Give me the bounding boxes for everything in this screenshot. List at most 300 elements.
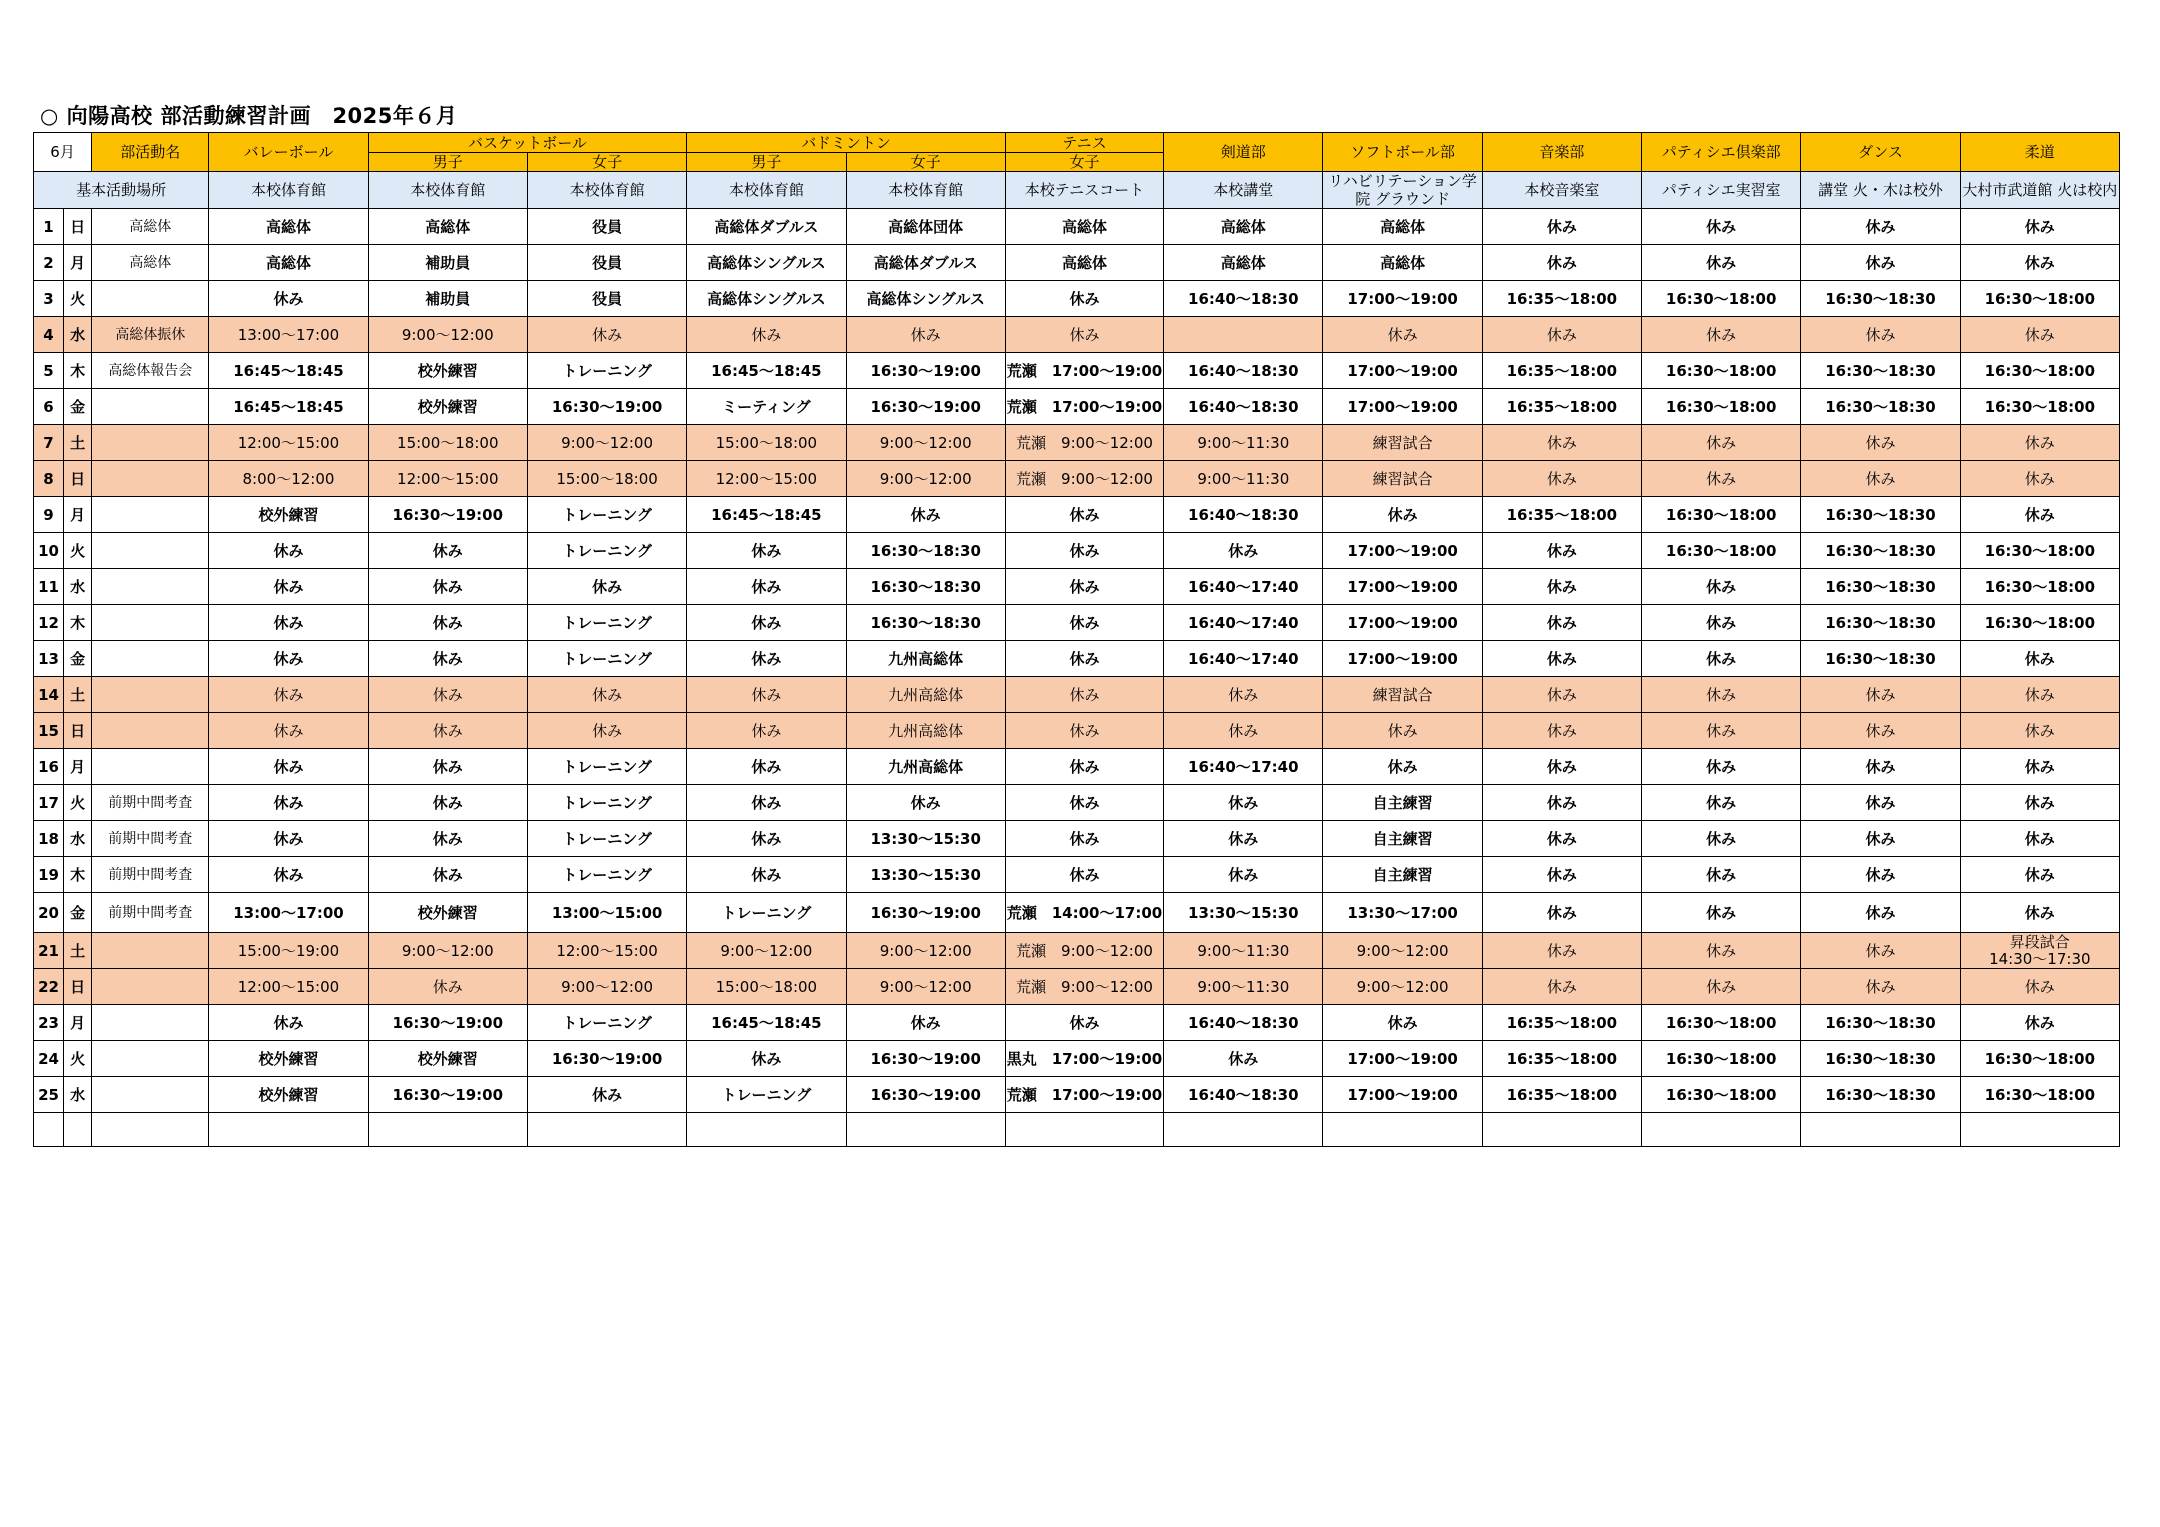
cell-basketball-boys: 休み [368,969,527,1005]
cell-kendo: 16:40～17:40 [1164,641,1323,677]
cell-dance: 休み [1801,749,1960,785]
cell-basketball-girls: 休み [527,569,686,605]
cell-badminton-girls: 13:30～15:30 [846,857,1005,893]
cell-dance: 休み [1801,461,1960,497]
cell-badminton-girls: 16:30～19:00 [846,1041,1005,1077]
cell-basketball-boys: 休み [368,533,527,569]
school-event [92,281,209,317]
cell-dance: 16:30～18:30 [1801,1005,1960,1041]
school-event [92,749,209,785]
school-event [92,641,209,677]
cell-basketball-girls: トレーニング [527,533,686,569]
cell-badminton-girls: 高総体団体 [846,209,1005,245]
schedule-row [34,1005,2120,1041]
cell-tennis: 荒瀬 17:00～19:00 [1005,353,1163,389]
cell-softball: 休み [1323,497,1482,533]
cell-patissier: 16:30～18:00 [1642,1005,1801,1041]
cell-kendo: 休み [1164,821,1323,857]
day-number: 10 [34,533,64,569]
place-badminton-girls: 本校体育館 [846,172,1005,209]
cell-kendo: 高総体 [1164,209,1323,245]
cell-judo: 休み [1960,317,2119,353]
cell-music: 休み [1482,893,1641,933]
cell-dance: 16:30～18:30 [1801,497,1960,533]
cell-basketball-boys: 校外練習 [368,893,527,933]
cell-badminton-boys: 高総体シングルス [687,281,846,317]
cell-volleyball: 休み [209,281,368,317]
blank-row [34,1113,2120,1147]
day-number: 1 [34,209,64,245]
school-event: 前期中間考査 [92,785,209,821]
cell-badminton-boys: 15:00～18:00 [687,425,846,461]
cell-patissier: 16:30～18:00 [1642,281,1801,317]
cell-tennis: 荒瀬 17:00～19:00 [1005,389,1163,425]
day-weekday: 金 [64,389,92,425]
cell-softball: 練習試合 [1323,461,1482,497]
cell-badminton-girls: 16:30～18:30 [846,605,1005,641]
day-weekday: 水 [64,317,92,353]
day-number: 14 [34,677,64,713]
cell-music: 休み [1482,209,1641,245]
cell-tennis: 高総体 [1005,209,1163,245]
cell-patissier: 16:30～18:00 [1642,353,1801,389]
blank-cell [1801,1113,1960,1147]
cell-basketball-girls: 休み [527,677,686,713]
cell-basketball-girls: 役員 [527,281,686,317]
schedule-row [34,317,2120,353]
schedule-row [34,1041,2120,1077]
day-number: 22 [34,969,64,1005]
school-event [92,389,209,425]
schedule-row [34,461,2120,497]
cell-basketball-boys: 休み [368,605,527,641]
cell-basketball-girls: 役員 [527,209,686,245]
cell-basketball-girls: 9:00～12:00 [527,425,686,461]
cell-music: 休み [1482,461,1641,497]
school-event [92,497,209,533]
day-weekday: 木 [64,353,92,389]
schedule-row [34,713,2120,749]
cell-judo: 休み [1960,497,2119,533]
cell-volleyball: 休み [209,785,368,821]
cell-kendo: 16:40～18:30 [1164,389,1323,425]
cell-basketball-girls: 16:30～19:00 [527,1041,686,1077]
cell-basketball-boys: 補助員 [368,281,527,317]
day-number: 20 [34,893,64,933]
cell-basketball-boys: 休み [368,641,527,677]
cell-badminton-girls: 九州高総体 [846,749,1005,785]
club-music: 音楽部 [1482,133,1641,172]
cell-badminton-girls: 休み [846,317,1005,353]
cell-kendo: 9:00～11:30 [1164,933,1323,969]
cell-music: 休み [1482,533,1641,569]
cell-judo: 休み [1960,425,2119,461]
cell-volleyball: 休み [209,1005,368,1041]
blank-cell [846,1113,1005,1147]
cell-music: 16:35～18:00 [1482,1041,1641,1077]
cell-badminton-boys: 16:45～18:45 [687,497,846,533]
day-weekday: 日 [64,209,92,245]
cell-music: 休み [1482,749,1641,785]
cell-patissier: 休み [1642,857,1801,893]
cell-badminton-boys: 休み [687,857,846,893]
cell-softball: 17:00～19:00 [1323,605,1482,641]
cell-basketball-girls: トレーニング [527,857,686,893]
cell-badminton-girls: 16:30～18:30 [846,569,1005,605]
day-weekday: 水 [64,569,92,605]
cell-kendo: 休み [1164,533,1323,569]
cell-music: 休み [1482,785,1641,821]
cell-softball: 自主練習 [1323,821,1482,857]
cell-music: 休み [1482,245,1641,281]
cell-basketball-girls: トレーニング [527,353,686,389]
tennis-girls: 女子 [1005,153,1163,172]
cell-badminton-girls: 休み [846,497,1005,533]
cell-softball: 自主練習 [1323,785,1482,821]
blank-cell [368,1113,527,1147]
cell-softball: 9:00～12:00 [1323,969,1482,1005]
cell-volleyball: 休み [209,857,368,893]
day-number: 3 [34,281,64,317]
cell-volleyball: 校外練習 [209,1077,368,1113]
cell-badminton-boys: トレーニング [687,1077,846,1113]
day-number: 13 [34,641,64,677]
cell-basketball-girls: 15:00～18:00 [527,461,686,497]
cell-badminton-boys: 高総体ダブルス [687,209,846,245]
cell-dance: 休み [1801,785,1960,821]
cell-dance: 16:30～18:30 [1801,569,1960,605]
cell-basketball-boys: 休み [368,569,527,605]
cell-softball: 17:00～19:00 [1323,1041,1482,1077]
cell-kendo: 休み [1164,677,1323,713]
cell-badminton-boys: 16:45～18:45 [687,1005,846,1041]
club-kendo: 剣道部 [1164,133,1323,172]
cell-volleyball: 15:00～19:00 [209,933,368,969]
cell-badminton-boys: 休み [687,569,846,605]
day-number: 9 [34,497,64,533]
blank-cell [1642,1113,1801,1147]
cell-dance: 休み [1801,209,1960,245]
cell-kendo: 高総体 [1164,245,1323,281]
cell-badminton-girls: 九州高総体 [846,677,1005,713]
cell-tennis: 休み [1005,281,1163,317]
school-event [92,569,209,605]
cell-dance: 16:30～18:30 [1801,1077,1960,1113]
day-weekday: 月 [64,1005,92,1041]
school-event: 高総体 [92,245,209,281]
cell-judo: 休み [1960,461,2119,497]
school-event: 前期中間考査 [92,893,209,933]
header-row-clubs [34,133,2120,153]
cell-badminton-girls: 高総体ダブルス [846,245,1005,281]
cell-judo: 休み [1960,641,2119,677]
cell-badminton-girls: 高総体シングルス [846,281,1005,317]
cell-patissier: 休み [1642,933,1801,969]
schedule-row [34,1077,2120,1113]
cell-basketball-girls: 休み [527,317,686,353]
cell-volleyball: 休み [209,605,368,641]
club-patissier: パティシエ倶楽部 [1642,133,1801,172]
school-event: 高総体報告会 [92,353,209,389]
cell-volleyball: 休み [209,821,368,857]
cell-music: 休み [1482,425,1641,461]
cell-volleyball: 16:45～18:45 [209,389,368,425]
cell-patissier: 休み [1642,749,1801,785]
cell-dance: 休み [1801,933,1960,969]
club-name-label: 部活動名 [92,133,209,172]
cell-badminton-girls: 16:30～19:00 [846,893,1005,933]
cell-kendo: 9:00～11:30 [1164,425,1323,461]
cell-basketball-boys: 9:00～12:00 [368,933,527,969]
schedule-row [34,569,2120,605]
cell-basketball-girls: 休み [527,713,686,749]
cell-basketball-girls: 12:00～15:00 [527,933,686,969]
cell-patissier: 休み [1642,893,1801,933]
cell-dance: 休み [1801,677,1960,713]
school-event [92,969,209,1005]
cell-patissier: 休み [1642,245,1801,281]
page-title: ○ 向陽高校 部活動練習計画 2025年６月 [40,104,458,128]
cell-tennis: 休み [1005,569,1163,605]
cell-kendo: 16:40～18:30 [1164,353,1323,389]
day-weekday: 火 [64,281,92,317]
cell-patissier: 休み [1642,785,1801,821]
cell-judo: 休み [1960,893,2119,933]
cell-softball: 9:00～12:00 [1323,933,1482,969]
cell-volleyball: 休み [209,713,368,749]
cell-patissier: 休み [1642,425,1801,461]
blank-cell [209,1113,368,1147]
cell-music: 16:35～18:00 [1482,497,1641,533]
cell-judo: 16:30～18:00 [1960,389,2119,425]
club-tennis: テニス [1005,133,1163,153]
cell-softball: 17:00～19:00 [1323,533,1482,569]
cell-basketball-girls: 16:30～19:00 [527,389,686,425]
day-number: 17 [34,785,64,821]
cell-badminton-boys: 9:00～12:00 [687,933,846,969]
day-weekday: 土 [64,933,92,969]
cell-music: 休み [1482,857,1641,893]
school-event [92,1041,209,1077]
cell-basketball-boys: 高総体 [368,209,527,245]
cell-badminton-boys: ミーティング [687,389,846,425]
cell-badminton-boys: 15:00～18:00 [687,969,846,1005]
cell-judo: 休み [1960,1005,2119,1041]
cell-basketball-boys: 休み [368,821,527,857]
cell-volleyball: 13:00～17:00 [209,893,368,933]
cell-kendo: 16:40～18:30 [1164,497,1323,533]
school-event [92,1005,209,1041]
cell-judo: 休み [1960,677,2119,713]
day-weekday: 土 [64,677,92,713]
cell-music: 休み [1482,933,1641,969]
cell-tennis: 荒瀬 9:00～12:00 [1005,969,1163,1005]
cell-kendo: 9:00～11:30 [1164,461,1323,497]
cell-badminton-girls: 9:00～12:00 [846,969,1005,1005]
cell-badminton-boys: 休み [687,677,846,713]
cell-music: 休み [1482,641,1641,677]
cell-tennis: 休み [1005,1005,1163,1041]
cell-badminton-girls: 9:00～12:00 [846,933,1005,969]
cell-judo: 休み [1960,969,2119,1005]
day-number: 6 [34,389,64,425]
day-weekday: 月 [64,497,92,533]
cell-tennis: 休み [1005,497,1163,533]
day-number: 24 [34,1041,64,1077]
place-judo: 大村市武道館 火は校内 [1960,172,2119,209]
blank-cell [92,1113,209,1147]
cell-softball: 高総体 [1323,245,1482,281]
cell-patissier: 16:30～18:00 [1642,1041,1801,1077]
cell-tennis: 荒瀬 14:00～17:00 [1005,893,1163,933]
cell-badminton-girls: 16:30～19:00 [846,353,1005,389]
cell-basketball-boys: 休み [368,713,527,749]
cell-badminton-girls: 16:30～19:00 [846,389,1005,425]
badminton-boys: 男子 [687,153,846,172]
cell-music: 16:35～18:00 [1482,389,1641,425]
day-weekday: 水 [64,1077,92,1113]
cell-patissier: 休み [1642,821,1801,857]
cell-dance: 16:30～18:30 [1801,353,1960,389]
cell-tennis: 休み [1005,713,1163,749]
blank-cell [527,1113,686,1147]
place-basketball-boys: 本校体育館 [368,172,527,209]
day-weekday: 火 [64,1041,92,1077]
day-number: 16 [34,749,64,785]
place-basketball-girls: 本校体育館 [527,172,686,209]
badminton-girls: 女子 [846,153,1005,172]
cell-patissier: 休み [1642,461,1801,497]
place-tennis: 本校テニスコート [1005,172,1163,209]
day-weekday: 月 [64,245,92,281]
day-weekday: 日 [64,461,92,497]
cell-basketball-girls: トレーニング [527,749,686,785]
cell-basketball-girls: 9:00～12:00 [527,969,686,1005]
club-dance: ダンス [1801,133,1960,172]
cell-tennis: 黒丸 17:00～19:00 [1005,1041,1163,1077]
cell-basketball-boys: 9:00～12:00 [368,317,527,353]
club-softball: ソフトボール部 [1323,133,1482,172]
cell-judo: 16:30～18:00 [1960,605,2119,641]
place-softball: リハビリテーション学院 グラウンド [1323,172,1482,209]
day-number: 25 [34,1077,64,1113]
cell-badminton-boys: 休み [687,821,846,857]
basketball-boys: 男子 [368,153,527,172]
blank-cell [1960,1113,2119,1147]
schedule-row [34,209,2120,245]
cell-patissier: 16:30～18:00 [1642,533,1801,569]
cell-kendo: 16:40～18:30 [1164,281,1323,317]
cell-badminton-girls: 九州高総体 [846,641,1005,677]
cell-softball: 17:00～19:00 [1323,569,1482,605]
cell-softball: 高総体 [1323,209,1482,245]
cell-softball: 休み [1323,1005,1482,1041]
cell-badminton-boys: 休み [687,533,846,569]
cell-judo: 休み [1960,821,2119,857]
schedule-row [34,353,2120,389]
cell-tennis: 高総体 [1005,245,1163,281]
cell-dance: 休み [1801,245,1960,281]
schedule-row [34,605,2120,641]
cell-judo: 16:30～18:00 [1960,353,2119,389]
cell-softball: 練習試合 [1323,425,1482,461]
cell-music: 16:35～18:00 [1482,1077,1641,1113]
place-music: 本校音楽室 [1482,172,1641,209]
cell-dance: 休み [1801,317,1960,353]
schedule-row [34,857,2120,893]
school-event [92,713,209,749]
cell-basketball-boys: 校外練習 [368,1041,527,1077]
cell-basketball-boys: 休み [368,785,527,821]
day-number: 8 [34,461,64,497]
school-event: 前期中間考査 [92,821,209,857]
day-weekday: 木 [64,857,92,893]
cell-softball: 17:00～19:00 [1323,353,1482,389]
cell-basketball-boys: 12:00～15:00 [368,461,527,497]
cell-dance: 休み [1801,713,1960,749]
cell-softball: 17:00～19:00 [1323,641,1482,677]
cell-kendo: 13:30～15:30 [1164,893,1323,933]
cell-judo: 16:30～18:00 [1960,533,2119,569]
cell-tennis: 荒瀬 9:00～12:00 [1005,425,1163,461]
cell-patissier: 16:30～18:00 [1642,497,1801,533]
club-volleyball: バレーボール [209,133,368,172]
day-weekday: 土 [64,425,92,461]
cell-tennis: 休み [1005,677,1163,713]
cell-basketball-boys: 16:30～19:00 [368,1077,527,1113]
schedule-row [34,425,2120,461]
cell-basketball-boys: 休み [368,677,527,713]
cell-patissier: 休み [1642,677,1801,713]
blank-cell [1005,1113,1163,1147]
schedule-row [34,533,2120,569]
cell-music: 休み [1482,677,1641,713]
schedule-row [34,641,2120,677]
day-weekday: 火 [64,533,92,569]
cell-patissier: 16:30～18:00 [1642,1077,1801,1113]
schedule-row [34,389,2120,425]
school-event [92,533,209,569]
cell-music: 休み [1482,713,1641,749]
day-number: 12 [34,605,64,641]
club-badminton: バドミントン [687,133,1006,153]
cell-softball: 休み [1323,749,1482,785]
schedule-row [34,821,2120,857]
day-number: 18 [34,821,64,857]
cell-dance: 16:30～18:30 [1801,281,1960,317]
cell-softball: 13:30～17:00 [1323,893,1482,933]
cell-basketball-girls: トレーニング [527,605,686,641]
cell-basketball-boys: 16:30～19:00 [368,1005,527,1041]
schedule-row [34,497,2120,533]
cell-softball: 休み [1323,713,1482,749]
blank-cell [1164,1113,1323,1147]
cell-judo: 16:30～18:00 [1960,1041,2119,1077]
cell-volleyball: 8:00～12:00 [209,461,368,497]
cell-kendo: 休み [1164,785,1323,821]
day-weekday: 木 [64,605,92,641]
blank-cell [1482,1113,1641,1147]
cell-patissier: 休み [1642,713,1801,749]
school-event: 前期中間考査 [92,857,209,893]
cell-judo: 16:30～18:00 [1960,281,2119,317]
cell-basketball-boys: 校外練習 [368,389,527,425]
day-number: 21 [34,933,64,969]
school-event [92,1077,209,1113]
cell-badminton-boys: 休み [687,713,846,749]
cell-volleyball: 休み [209,677,368,713]
cell-badminton-girls: 13:30～15:30 [846,821,1005,857]
